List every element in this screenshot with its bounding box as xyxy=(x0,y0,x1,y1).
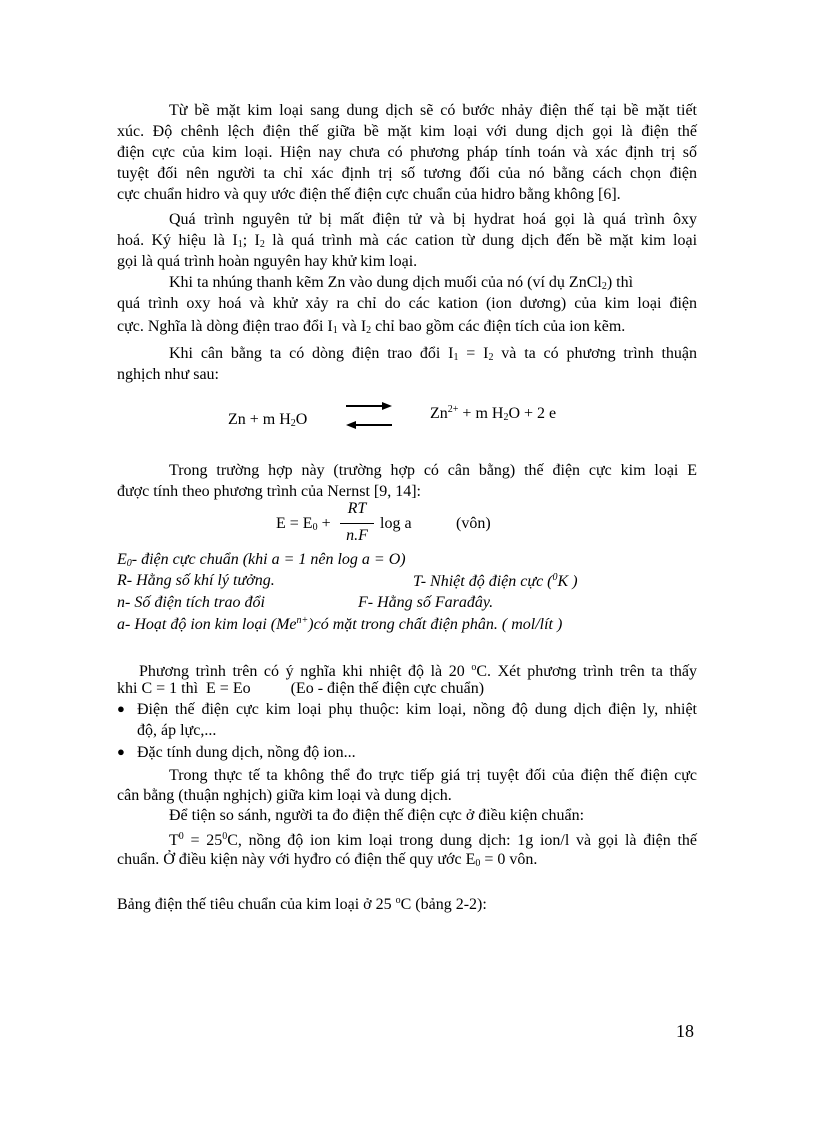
para-7-line-5: chuẩn. Ở điều kiện này với hyđro có điện thế quy ước $E_0 = 0$ vôn. xyxy=(117,851,538,869)
bullet-1-line-2: độ, áp lực,... xyxy=(137,722,217,739)
bullet-1-line-1: Điện thế điện cực kim loại phụ thuộc: kim loại, nồng độ dung dịch điện ly, nhiệt xyxy=(137,701,697,718)
definition-t: T- Nhiệt độ điện cực ($^0$K ) xyxy=(413,572,578,590)
nernst-log-term: log a xyxy=(380,515,412,532)
definition-a: a- Hoạt độ ion kim loại $(Me^{n+})có$ mặt trong chất điện phân. ( mol/lít ) xyxy=(117,615,563,633)
nernst-unit: (vôn) xyxy=(456,515,491,532)
para-2-line-3: gọi là quá trình hoàn nguyên hay khử kim loại. xyxy=(117,253,418,270)
equilibrium-arrows-icon xyxy=(344,398,394,432)
para-3-line-3: cực. Nghĩa là dòng điện trao đổi $I_1$ và $I_2$ chỉ bao gồm các điện tích của ion kẽm. xyxy=(117,318,626,336)
para-6-line-2: khi C = 1 thì E = Eo (Eo - điện thế điện cực chuẩn) xyxy=(117,680,485,697)
para-5-line-1: Trong trường hợp này (trường hợp có cân bằng) thế điện cực kim loại E xyxy=(169,462,697,479)
para-5-line-2: được tính theo phương trình của Nernst [9, 14]: xyxy=(117,483,421,500)
para-6-line-1: Phương trình trên có ý nghĩa khi nhiệt độ là 20 $^o$C. Xét phương trình trên ta thấy xyxy=(139,662,698,680)
para-2-line-1: Quá trình nguyên tử bị mất điện tử và bị hydrat hoá gọi là quá trình ôxy xyxy=(169,211,697,228)
para-2-line-2: hoá. Ký hiệu là $I_1$; $I_2$ là quá trình mà các cation từ dung dịch đến bề mặt kim loại xyxy=(117,232,698,250)
para-1-line-3: điện cực của kim loại. Hiện nay chưa có phương pháp tính toán và xác định trị số xyxy=(117,144,697,161)
definition-r: R- Hằng số khí lý tưởng. xyxy=(117,572,275,589)
reaction-right-side: $Zn^{2+} + m$ $H_2O + 2$ e xyxy=(430,404,557,423)
para-1-line-5: cực chuẩn hidro và quy ước điện thế điện cực chuẩn của hidro bằng không [6]. xyxy=(117,186,621,203)
bullet-2: Đặc tính dung dịch, nồng độ ion... xyxy=(137,744,356,761)
bullet-icon: ● xyxy=(117,744,125,759)
bullet-icon: ● xyxy=(117,701,125,716)
para-7-line-4: $T^0 = 25^0C$, nồng độ ion kim loại trong dung dịch: 1g ion/l và gọi là điện thế xyxy=(169,831,697,849)
para-1-line-2: xúc. Độ chênh lệch điện thế giữa bề mặt kim loại với dung dịch gọi là điện thế xyxy=(117,123,697,140)
para-4-line-1: Khi cân bằng ta có dòng điện trao đổi $I_1 = I_2$ và ta có phương trình thuận xyxy=(169,345,697,363)
fraction-bar xyxy=(340,523,374,524)
para-7-line-3: Để tiện so sánh, người ta đo điện thế điện cực ở điều kiện chuẩn: xyxy=(169,807,585,824)
para-4-line-2: nghịch như sau: xyxy=(117,366,219,383)
para-3-line-1: Khi ta nhúng thanh kẽm Zn vào dung dịch muối của nó (ví dụ ZnCl$_2$) thì xyxy=(169,274,634,292)
definition-f: F- Hằng số Farađây. xyxy=(358,594,494,611)
para-1-line-1: Từ bề mặt kim loại sang dung dịch sẽ có bước nhảy điện thế tại bề mặt tiết xyxy=(169,102,697,119)
para-7-line-1: Trong thực tế ta không thể đo trực tiếp giá trị tuyệt đối của điện thế điện cực xyxy=(169,767,697,784)
para-1-line-4: tuyệt đối nên người ta chỉ xác định trị số tương đối của nó bằng cách chọn điện xyxy=(117,165,697,182)
definition-n: n- Số điện tích trao đổi xyxy=(117,594,265,611)
para-7-line-2: cân bằng (thuận nghịch) giữa kim loại và dung dịch. xyxy=(117,787,452,804)
nernst-lhs: $E = E_0$ + xyxy=(276,515,331,533)
page-number: 18 xyxy=(676,1021,694,1041)
nernst-denominator: n.F xyxy=(346,527,368,544)
definition-e0: $E_0-$ điện cực chuẩn (khi a = 1 nên log a = O) xyxy=(117,551,406,569)
nernst-numerator: RT xyxy=(347,500,367,517)
table-caption-line: Bảng điện thế tiêu chuẩn của kim loại ở 25 $^o$C (bảng 2-2): xyxy=(117,895,487,913)
para-3-line-2: quá trình oxy hoá và khử xảy ra chỉ do các kation (ion dương) của kim loại điện xyxy=(117,295,697,312)
reaction-left-side: Zn + m $H_2O$ xyxy=(228,411,308,429)
